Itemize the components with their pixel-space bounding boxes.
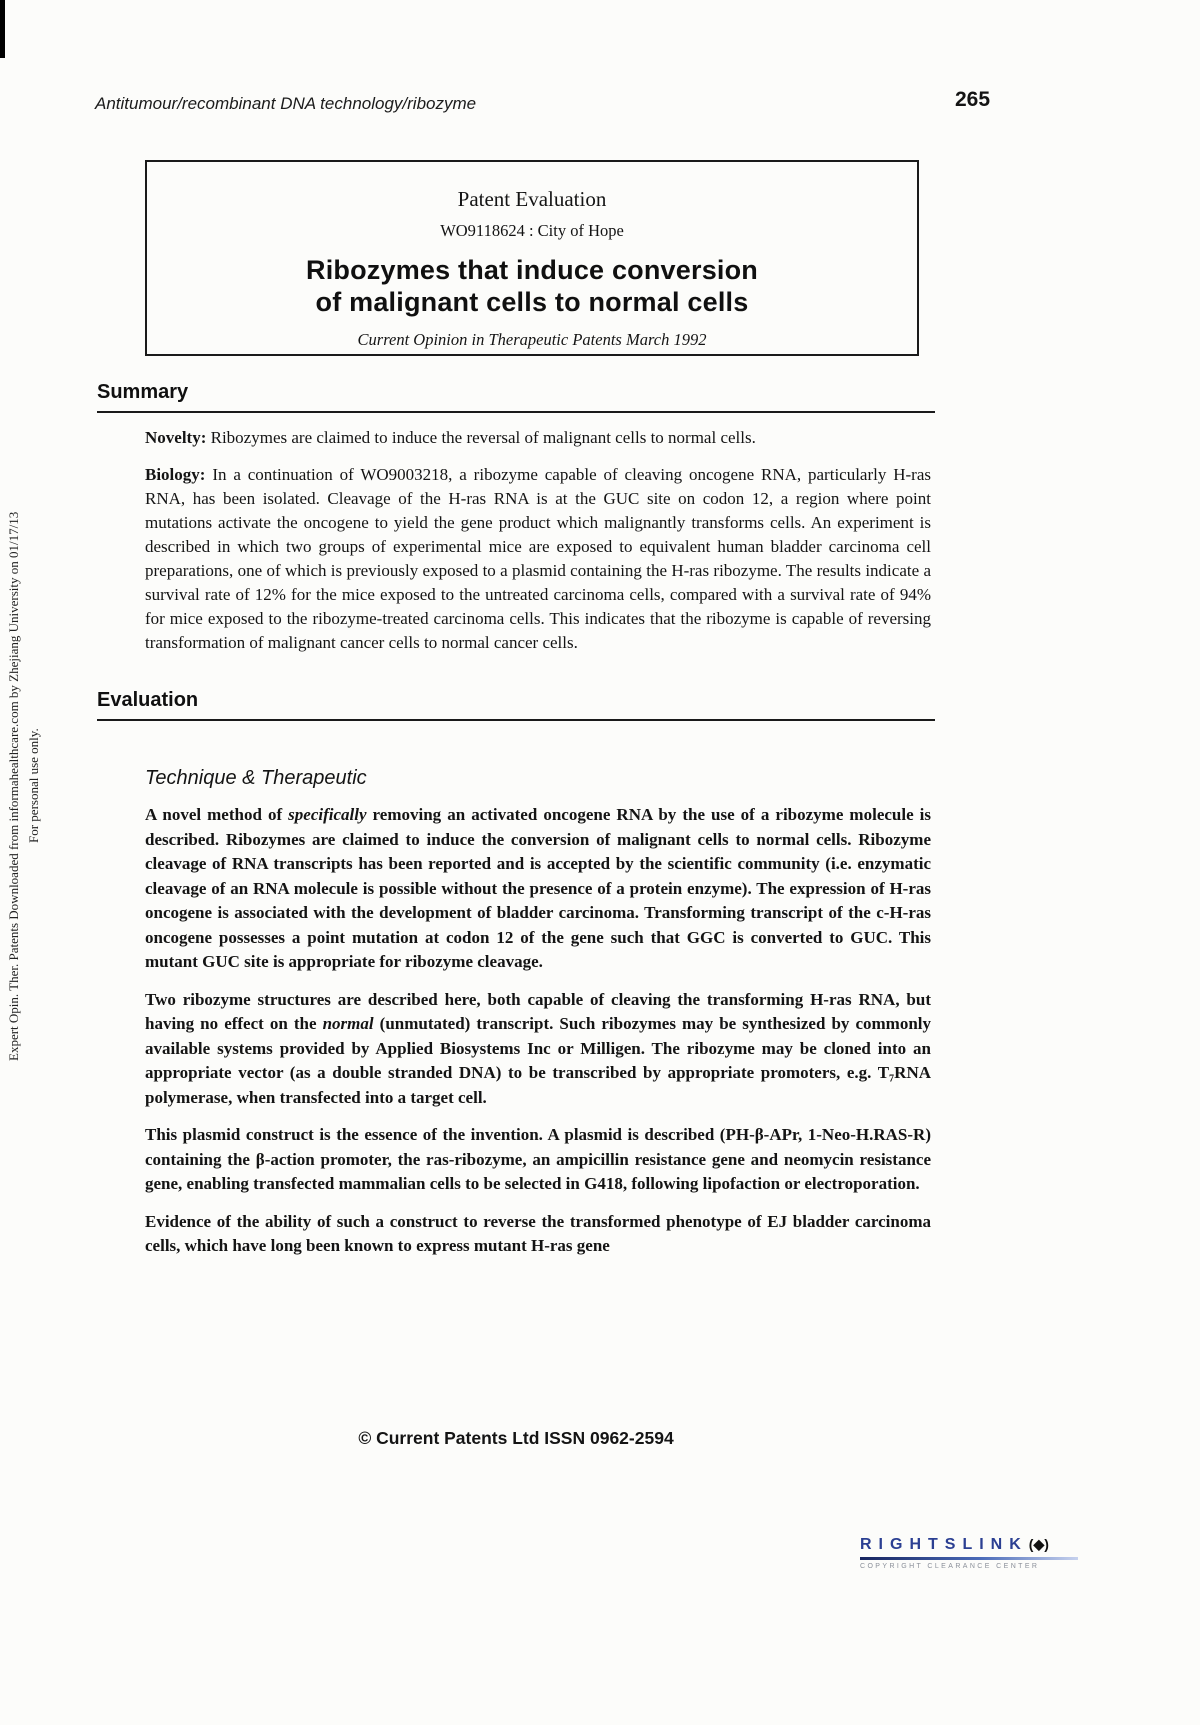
paragraph-evaluation-4: Evidence of the ability of such a construct to reverse the transformed phenotype of EJ bladder carcinoma cells, which have long been known to express mutant H-ras gene xyxy=(145,1211,931,1255)
patent-title-line-1: Ribozymes that induce conversion xyxy=(306,255,758,285)
patent-evaluation-kicker: Patent Evaluation xyxy=(457,187,607,211)
technique-therapeutic-subheading: Technique & Therapeutic xyxy=(145,767,367,789)
patent-title-box xyxy=(145,160,919,356)
patent-reference: WO9118624 : City of Hope xyxy=(440,221,624,240)
download-attribution-line: Expert Opin. Ther. Patents Downloaded from informahealthcare.com by Zhejiang University on 01/17/13 xyxy=(6,511,21,1061)
copyright-footer: © Current Patents Ltd ISSN 0962-2594 xyxy=(358,1428,674,1448)
evaluation-body xyxy=(145,803,931,1259)
running-head: Antitumour/recombinant DNA technology/ribozyme xyxy=(95,94,477,113)
evaluation-heading: Evaluation xyxy=(97,689,935,721)
paragraph-evaluation-2: Two ribozyme structures are described here, both capable of cleaving the transforming H-ras RNA, but having no effect on the normal (unmutated) transcript. Such ribozymes may be synthesized by commonly available systems provided by Applied Biosystems Inc or Milligen. The ribozyme may be cloned into an appropriate vector (as a double stranded DNA) to be transcribed by appropriate promoters, e.g. T₇RNA polymerase, when transfected into a target cell. xyxy=(145,989,931,1107)
summary-heading: Summary xyxy=(97,381,935,413)
paragraph-evaluation-1: A novel method of specifically removing an activated oncogene RNA by the use of a ribozyme molecule is described. Ribozymes are claimed to induce the conversion of malignant cells to normal cells. Ribozyme cleavage of RNA transcripts has been reported and is accepted by the scientific community (i.e. enzymatic cleavage of an RNA molecule is possible without the presence of a protein enzyme). The expression of H-ras oncogene is associated with the development of bladder carcinoma. Transforming transcript of the c-H-ras oncogene possesses a point mutation at codon 12 of the gene such that GGC is converted to GUC. This mutant GUC site is appropriate for ribozyme cleavage. xyxy=(145,805,932,971)
rightslink-wordmark: RIGHTSLINK xyxy=(860,1536,1028,1553)
rightslink-arrow-icon: (◆) xyxy=(1028,1536,1049,1552)
personal-use-line: For personal use only. xyxy=(26,728,42,844)
paragraph-biology: Biology: In a continuation of WO9003218, a ribozyme capable of cleaving oncogene RNA, particularly H-ras RNA, has been isolated. Cleavage of the H-ras RNA is at the GUC site on codon 12, a region where point mutations activate the oncogene to yield the gene product which malignantly transforms cells. An experiment is described in which two groups of experimental mice are exposed to equivalent human bladder carcinoma cell preparations, one of which is previously exposed to a plasmid containing the H-ras ribozyme. The results indicate a survival rate of 12% for the mice exposed to the untreated carcinoma cells, compared with a survival rate of 94% for mice exposed to the ribozyme-treated carcinoma cells. This indicates that the ribozyme is capable of reversing transformation of malignant cancer cells to normal cancer cells. xyxy=(145,465,931,652)
main-column xyxy=(97,381,935,1259)
rightslink-gradient-bar xyxy=(860,1557,1078,1560)
summary-body xyxy=(145,426,931,655)
page-number: 265 xyxy=(955,88,991,111)
patent-title-line-2: of malignant cells to normal cells xyxy=(315,287,749,318)
rightslink-tagline: COPYRIGHT CLEARANCE CENTER xyxy=(860,1563,1040,1570)
paragraph-evaluation-3: This plasmid construct is the essence of the invention. A plasmid is described (PH-β-APr, 1-Neo-H.RAS-R) containing the β-action promoter, the ras-ribozyme, an ampicillin resistance gene and neomycin resistance gene, enabling transfected mammalian cells to be selected in G418, following lipofaction or electroporation. xyxy=(145,1125,931,1193)
paragraph-novelty: Novelty: Ribozymes are claimed to induce the reversal of malignant cells to normal cells. xyxy=(145,428,756,447)
journal-source: Current Opinion in Therapeutic Patents March 1992 xyxy=(357,329,707,349)
download-attribution-sidebar xyxy=(4,450,44,1122)
rightslink-logo[interactable] xyxy=(860,1536,1092,1570)
scan-artifact-bar xyxy=(0,0,5,58)
